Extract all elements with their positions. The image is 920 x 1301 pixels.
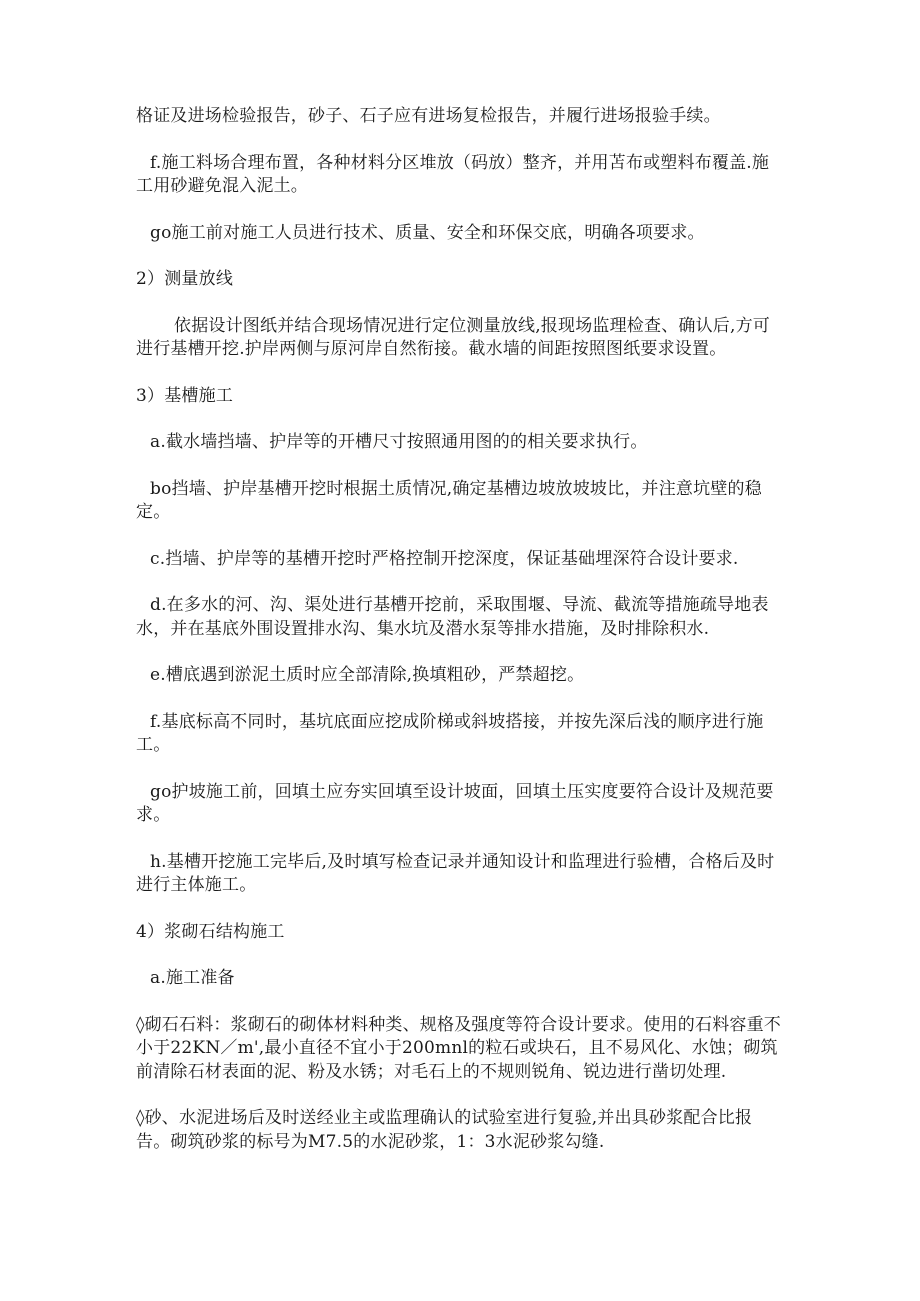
paragraph-survey-layout: 依据设计图纸并结合现场情况进行定位测量放线,报现场监理检查、确认后,方可进行基槽开挖.护岸两侧与原河岸自然衔接。截水墙的间距按照图纸要求设置。 — [136, 315, 771, 359]
paragraph-qualification-continuation: 格证及进场检验报告，砂子、石子应有进场复检报告，并履行进场报验手续。 — [136, 106, 721, 126]
document-body — [136, 105, 786, 1177]
paragraph-sand-cement: ◊砂、水泥进场后及时送经业主或监理确认的试验室进行复验,并出具砂浆配合比报告。砌筑砂浆的标号为M7.5的水泥砂浆，1：3水泥砂浆勾缝. — [136, 1108, 753, 1152]
section-heading-masonry: 4）浆砌石结构施工 — [136, 921, 285, 942]
paragraph-item-c-depth: c.挡墙、护岸等的基槽开挖时严格控制开挖深度，保证基础埋深符合设计要求. — [150, 548, 739, 569]
paragraph-item-d-drainage: d.在多水的河、沟、渠处进行基槽开挖前，采取围堰、导流、截流等措施疏导地表水，并在基底外围设置排水沟、集水坑及潜水泵等排水措施，及时排除积水. — [136, 595, 769, 639]
section-heading-survey: 2）测量放线 — [136, 269, 234, 289]
paragraph-item-g-briefing: go施工前对施工人员进行技术、质量、安全和环保交底，明确各项要求。 — [150, 222, 705, 243]
paragraph-item-b-slope: bo挡墙、护岸基槽开挖时根据土质情况,确定基槽边坡放坡坡比，并注意坑壁的稳定。 — [136, 478, 762, 522]
paragraph-item-f-elevation: f.基底标高不同时，基坑底面应挖成阶梯或斜坡搭接，并按先深后浅的顺序进行施工。 — [136, 711, 764, 755]
paragraph-stone-material: ◊砌石石料：浆砌石的砌体材料种类、规格及强度等符合设计要求。使用的石料容重不小于22KN／m',最小直径不宜小于200mnl的粒石或块石，且不易风化、水蚀；砌筑前清除石材表面的泥、粉及水锈；对毛石上的不规则锐角、锐边进行凿切处理. — [136, 1014, 781, 1082]
paragraph-item-a-trench-size: a.截水墙挡墙、护岸等的开槽尺寸按照通用图的的相关要求执行。 — [150, 432, 648, 452]
paragraph-item-g-backfill: go护坡施工前，回填土应夯实回填至设计坡面，回填土压实度要符合设计及规范要求。 — [136, 781, 774, 825]
section-heading-foundation-trench: 3）基槽施工 — [136, 385, 234, 406]
paragraph-item-e-silt: e.槽底遇到淤泥土质时应全部清除,换填粗砂，严禁超挖。 — [150, 665, 585, 685]
paragraph-item-f-material-yard: f.施工料场合理布置，各种材料分区堆放（码放）整齐，并用苫布或塑料布覆盖.施工用砂避免混入泥土。 — [136, 152, 770, 196]
paragraph-item-h-inspection: h.基槽开挖施工完毕后,及时填写检查记录并通知设计和监理进行验槽，合格后及时进行主体施工。 — [136, 851, 775, 895]
paragraph-item-a-preparation: a.施工准备 — [150, 968, 235, 988]
